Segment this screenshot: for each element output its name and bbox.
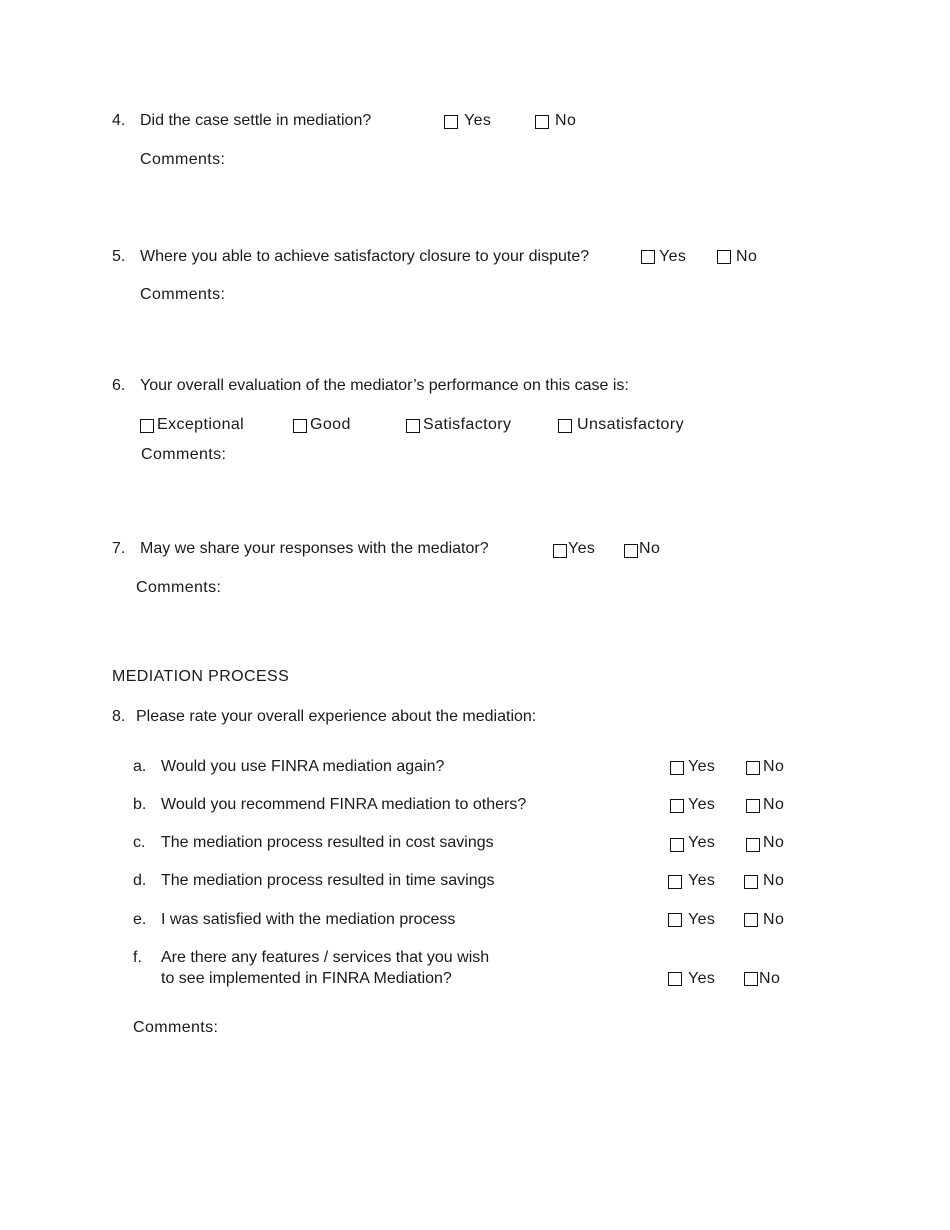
q7-comments-label: Comments:: [136, 579, 222, 596]
q7-no-checkbox[interactable]: [624, 544, 638, 558]
q6-exceptional-checkbox[interactable]: [140, 419, 154, 433]
q8f-no-checkbox[interactable]: [744, 972, 758, 986]
q5-text: Where you able to achieve satisfactory closure to your dispute?: [140, 248, 590, 265]
q8f-text-line1: Are there any features / services that you wish: [161, 949, 490, 966]
q5-number: 5.: [112, 248, 126, 265]
q8e-text: I was satisfied with the mediation process: [161, 911, 456, 928]
q8c-letter: c.: [133, 834, 146, 851]
q8e-yes-checkbox[interactable]: [668, 913, 682, 927]
section-title: MEDIATION PROCESS: [112, 668, 290, 685]
q6-good-checkbox[interactable]: [293, 419, 307, 433]
q8d-no-label: No: [763, 872, 785, 889]
q8a-no-checkbox[interactable]: [746, 761, 760, 775]
q6-number: 6.: [112, 377, 126, 394]
q8c-text: The mediation process resulted in cost savings: [161, 834, 494, 851]
q8f-no-label: No: [759, 970, 781, 987]
q5-yes-checkbox[interactable]: [641, 250, 655, 264]
q4-no-checkbox[interactable]: [535, 115, 549, 129]
q6-good-label: Good: [310, 416, 351, 433]
q6-comments-label: Comments:: [141, 446, 227, 463]
q5-no-checkbox[interactable]: [717, 250, 731, 264]
q8d-text: The mediation process resulted in time savings: [161, 872, 495, 889]
q6-satisfactory-checkbox[interactable]: [406, 419, 420, 433]
q8e-yes-label: Yes: [688, 911, 716, 928]
q4-text: Did the case settle in mediation?: [140, 112, 372, 129]
q8c-no-label: No: [763, 834, 785, 851]
q8b-letter: b.: [133, 796, 147, 813]
q6-exceptional-label: Exceptional: [157, 416, 245, 433]
q5-comments-label: Comments:: [140, 286, 226, 303]
q8d-yes-checkbox[interactable]: [668, 875, 682, 889]
q8c-yes-label: Yes: [688, 834, 716, 851]
q8b-no-checkbox[interactable]: [746, 799, 760, 813]
q6-unsatisfactory-checkbox[interactable]: [558, 419, 572, 433]
q4-comments-label: Comments:: [140, 151, 226, 168]
q8b-yes-checkbox[interactable]: [670, 799, 684, 813]
q8d-letter: d.: [133, 872, 147, 889]
q7-text: May we share your responses with the mediator?: [140, 540, 489, 557]
q8e-letter: e.: [133, 911, 147, 928]
q7-yes-label: Yes: [568, 540, 596, 557]
q8c-no-checkbox[interactable]: [746, 838, 760, 852]
q8b-text: Would you recommend FINRA mediation to others?: [161, 796, 527, 813]
q5-yes-label: Yes: [659, 248, 687, 265]
q8a-yes-label: Yes: [688, 758, 716, 775]
q8-text: Please rate your overall experience about the mediation:: [136, 708, 537, 725]
q8f-yes-label: Yes: [688, 970, 716, 987]
q8f-letter: f.: [133, 949, 142, 966]
q8b-no-label: No: [763, 796, 785, 813]
q7-yes-checkbox[interactable]: [553, 544, 567, 558]
q8-comments-label: Comments:: [133, 1019, 219, 1036]
q8a-yes-checkbox[interactable]: [670, 761, 684, 775]
q8d-yes-label: Yes: [688, 872, 716, 889]
q8f-text-line2: to see implemented in FINRA Mediation?: [161, 970, 452, 987]
q7-no-label: No: [639, 540, 661, 557]
q8e-no-label: No: [763, 911, 785, 928]
q8a-letter: a.: [133, 758, 147, 775]
q8a-no-label: No: [763, 758, 785, 775]
q8e-no-checkbox[interactable]: [744, 913, 758, 927]
q8a-text: Would you use FINRA mediation again?: [161, 758, 445, 775]
q6-unsatisfactory-label: Unsatisfactory: [577, 416, 684, 433]
q4-number: 4.: [112, 112, 126, 129]
q8-number: 8.: [112, 708, 126, 725]
q4-no-label: No: [555, 112, 577, 129]
q8b-yes-label: Yes: [688, 796, 716, 813]
q7-number: 7.: [112, 540, 126, 557]
q8c-yes-checkbox[interactable]: [670, 838, 684, 852]
q5-no-label: No: [736, 248, 758, 265]
q6-text: Your overall evaluation of the mediator’s performance on this case is:: [140, 377, 629, 394]
q8f-yes-checkbox[interactable]: [668, 972, 682, 986]
q4-yes-checkbox[interactable]: [444, 115, 458, 129]
q6-satisfactory-label: Satisfactory: [423, 416, 512, 433]
q4-yes-label: Yes: [464, 112, 492, 129]
q8d-no-checkbox[interactable]: [744, 875, 758, 889]
